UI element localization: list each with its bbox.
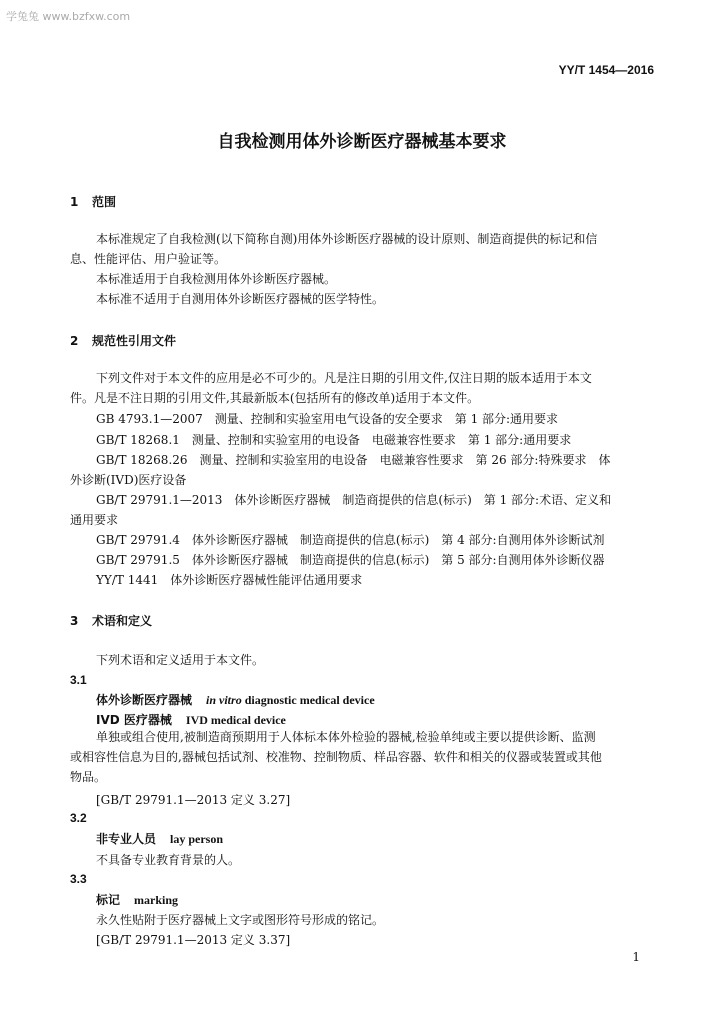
watermark: 学兔兔 www.bzfxw.com — [6, 10, 131, 23]
section-number: 3 — [70, 614, 79, 628]
term-source: [GB/T 29791.1—2013 定义 3.27] — [96, 793, 291, 807]
text-line: 物品。 — [70, 770, 107, 784]
term-source: [GB/T 29791.1—2013 定义 3.37] — [96, 933, 291, 947]
reference-item: GB/T 18268.1 测量、控制和实验室用的电设备 电磁兼容性要求 第 1 部分:通用要求 — [96, 433, 572, 447]
text-line: 本标准不适用于自测用体外诊断医疗器械的医学特性。 — [96, 292, 385, 306]
term-definition: 不具备专业教育背景的人。 — [96, 853, 241, 867]
section-3-intro: 下列术语和定义适用于本文件。 — [96, 653, 265, 667]
term-alt-name — [96, 711, 286, 728]
standard-number: YY/T 1454—2016 — [558, 63, 654, 77]
section-2-heading — [70, 332, 176, 349]
term-name — [96, 891, 178, 908]
text-line: 下列文件对于本文件的应用是必不可少的。凡是注日期的引用文件,仅注日期的版本适用于本文 — [96, 371, 592, 385]
term-zh: 标记 — [96, 893, 121, 907]
section-2-intro — [70, 368, 655, 408]
term-zh: 非专业人员 — [96, 832, 157, 846]
term-name — [96, 691, 375, 708]
section-number: 1 — [70, 195, 79, 209]
term-en: IVD medical device — [185, 713, 286, 727]
term-definition — [70, 727, 655, 787]
text-line: 或相容性信息为目的,器械包括试剂、校准物、控制物质、样品容器、软件和相关的仪器或装置或其他 — [70, 750, 602, 764]
term-number: 3.1 — [70, 673, 87, 687]
section-3-heading — [70, 612, 152, 629]
text-line: 单独或组合使用,被制造商预期用于人体标本体外检验的器械,检验单纯或主要以提供诊断、监测 — [96, 730, 596, 744]
reference-item: GB 4793.1—2007 测量、控制和实验室用电气设备的安全要求 第 1 部分:通用要求 — [96, 412, 559, 426]
page-number: 1 — [632, 950, 640, 964]
document-title: 自我检测用体外诊断医疗器械基本要求 — [217, 132, 507, 152]
term-zh: 体外诊断医疗器械 — [96, 693, 193, 707]
reference-item: GB/T 29791.1—2013 体外诊断医疗器械 制造商提供的信息(标示) 第 1 部分:术语、定义和 — [96, 493, 612, 507]
section-title: 规范性引用文件 — [92, 334, 177, 348]
reference-item: YY/T 1441 体外诊断医疗器械性能评估通用要求 — [96, 573, 363, 587]
section-title: 范围 — [92, 195, 117, 209]
reference-item: GB/T 29791.5 体外诊断医疗器械 制造商提供的信息(标示) 第 5 部分:自测用体外诊断仪器 — [96, 553, 605, 567]
text-line: 本标准规定了自我检测(以下简称自测)用体外诊断医疗器械的设计原则、制造商提供的标记和信 — [96, 232, 598, 246]
term-en: lay person — [170, 832, 224, 846]
section-1-body — [70, 229, 655, 309]
section-title: 术语和定义 — [92, 614, 153, 628]
term-number: 3.2 — [70, 811, 87, 825]
term-en: in vitro diagnostic medical device — [206, 693, 375, 707]
reference-item-cont: 外诊断(IVD)医疗设备 — [70, 473, 187, 487]
section-1-heading — [70, 193, 116, 210]
section-number: 2 — [70, 334, 79, 348]
term-name — [96, 830, 223, 847]
term-zh: IVD 医疗器械 — [96, 713, 172, 727]
term-en: marking — [134, 893, 179, 907]
reference-item: GB/T 29791.4 体外诊断医疗器械 制造商提供的信息(标示) 第 4 部分:自测用体外诊断试剂 — [96, 533, 605, 547]
text-line: 本标准适用于自我检测用体外诊断医疗器械。 — [96, 272, 337, 286]
reference-item-cont: 通用要求 — [70, 513, 119, 527]
term-definition: 永久性贴附于医疗器械上文字或图形符号形成的铭记。 — [96, 913, 385, 927]
reference-item: GB/T 18268.26 测量、控制和实验室用的电设备 电磁兼容性要求 第 26 部分:特殊要求 体 — [96, 453, 611, 467]
text-line: 息、性能评估、用户验证等。 — [70, 252, 227, 266]
term-number: 3.3 — [70, 872, 87, 886]
text-line: 件。凡是不注日期的引用文件,其最新版本(包括所有的修改单)适用于本文件。 — [70, 391, 480, 405]
